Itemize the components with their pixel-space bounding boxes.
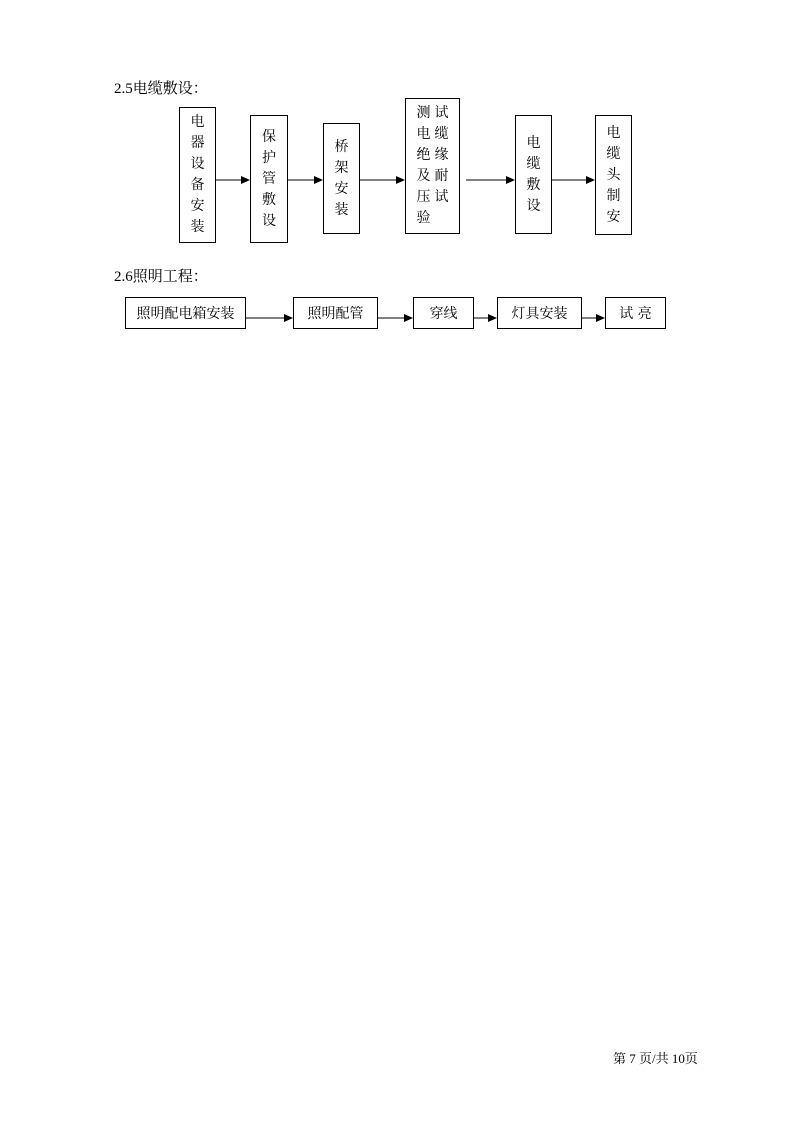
char: 缘 bbox=[434, 147, 449, 163]
char: 绝 bbox=[416, 147, 431, 163]
char: 压 bbox=[416, 189, 431, 205]
char: 护 bbox=[262, 149, 276, 166]
char: 架 bbox=[334, 159, 349, 176]
char: 电 bbox=[526, 134, 541, 151]
char: 桥 bbox=[334, 138, 349, 155]
flow-arrows bbox=[0, 0, 793, 400]
char: 装 bbox=[190, 219, 205, 235]
section-number: 2.5 bbox=[114, 81, 133, 97]
char: 设 bbox=[526, 197, 541, 214]
char: 设 bbox=[190, 156, 205, 172]
char: 测 bbox=[416, 105, 431, 121]
char: 敷 bbox=[262, 191, 276, 208]
char: 装 bbox=[334, 201, 349, 218]
char: 设 bbox=[262, 212, 276, 229]
section-title: 照明工程： bbox=[132, 267, 208, 285]
section-title: 电缆敷设： bbox=[132, 79, 208, 97]
char: 安 bbox=[606, 208, 621, 225]
page-footer: 第 7 页/共 10页 bbox=[613, 1051, 698, 1066]
char: 器 bbox=[190, 135, 205, 151]
flow-step-lighting-conduit: 照明配管 bbox=[293, 297, 378, 329]
char: 电 bbox=[416, 126, 431, 142]
char: 敷 bbox=[526, 176, 541, 193]
char: 缆 bbox=[434, 126, 449, 142]
char: 试 bbox=[434, 189, 449, 205]
flow-step-fixture-install: 灯具安装 bbox=[497, 297, 582, 329]
section-number: 2.6 bbox=[114, 269, 133, 285]
flow-step-lighting-distribution-box: 照明配电箱安装 bbox=[125, 297, 246, 329]
char: 管 bbox=[262, 170, 276, 187]
char: 备 bbox=[190, 177, 205, 193]
char: 制 bbox=[606, 187, 621, 204]
flow-step-wire-threading: 穿线 bbox=[413, 297, 474, 329]
char: 耐 bbox=[434, 168, 449, 184]
char: 缆 bbox=[526, 155, 541, 172]
char: 验 bbox=[416, 210, 431, 226]
char: 试 bbox=[434, 105, 449, 121]
flow-step-test-lighting: 试 亮 bbox=[605, 297, 666, 329]
char: 头 bbox=[606, 166, 621, 183]
char: 电 bbox=[190, 114, 205, 130]
char: 安 bbox=[334, 180, 349, 197]
char: 保 bbox=[262, 128, 276, 145]
char: 缆 bbox=[606, 145, 621, 162]
char: 安 bbox=[190, 198, 205, 214]
char: 电 bbox=[606, 124, 621, 141]
char: 及 bbox=[416, 168, 431, 184]
